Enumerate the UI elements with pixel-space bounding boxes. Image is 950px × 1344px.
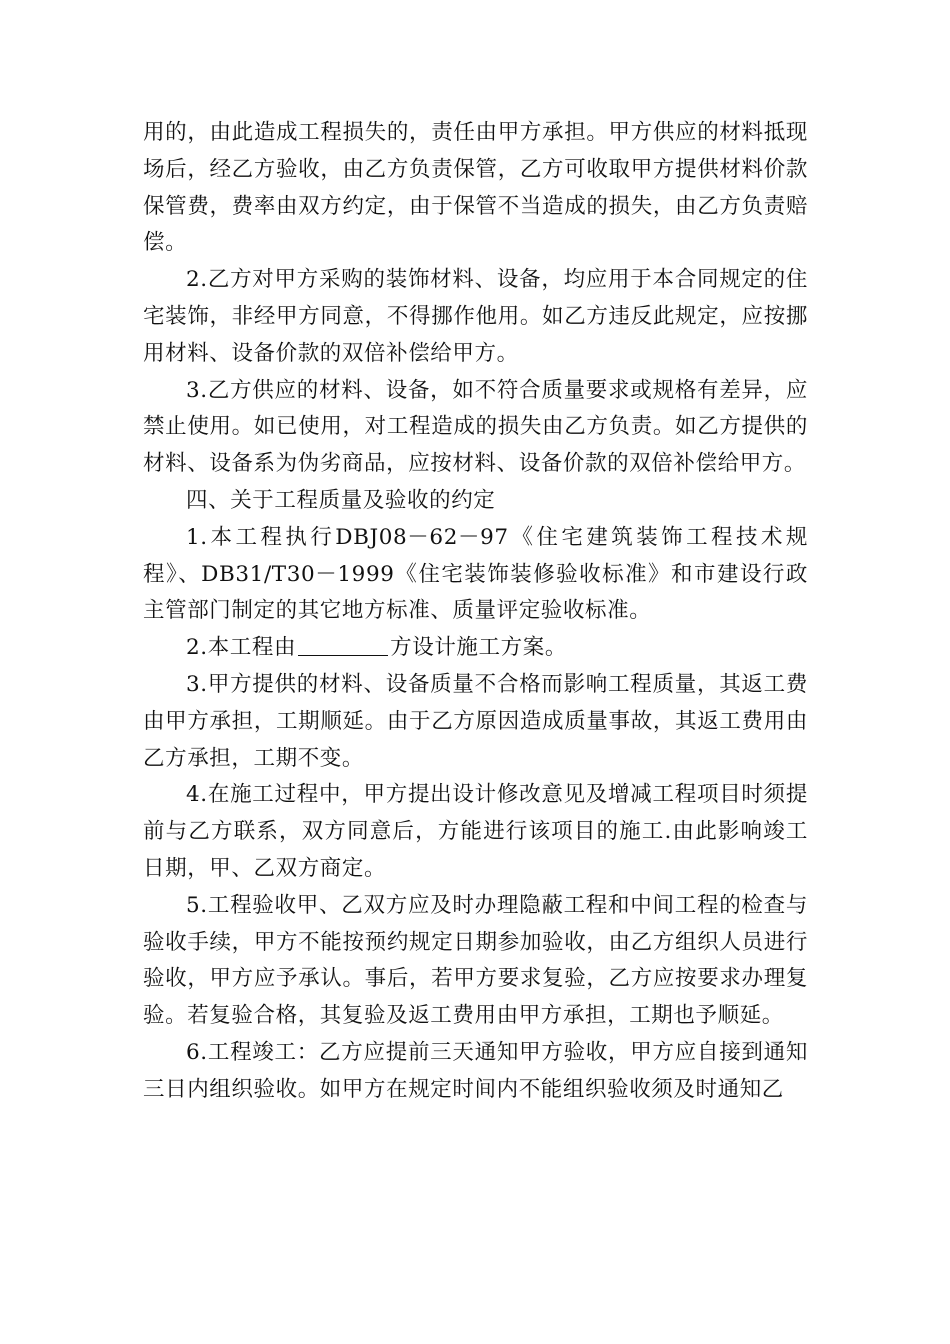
paragraph-continued: 用的，由此造成工程损失的，责任由甲方承担。甲方供应的材料抵现场后，经乙方验收，由乙方负责保管，乙方可收取甲方提供材料价款保管费，费率由双方约定，由于保管不当造成的损失，由乙方负责赔偿。 — [143, 120, 808, 256]
s4-item-2-before: 2.本工程由 — [186, 635, 297, 661]
paragraph-item-2: 2.乙方对甲方采购的装饰材料、设备，均应用于本合同规定的住宅装饰，非经甲方同意，不得挪作他用。如乙方违反此规定，应按挪用材料、设备价款的双倍补偿给甲方。 — [143, 267, 808, 366]
paragraph-item-3: 3.乙方供应的材料、设备，如不符合质量要求或规格有差异，应禁止使用。如已使用，对工程造成的损失由乙方负责。如乙方提供的材料、设备系为伪劣商品，应按材料、设备价款的双倍补偿给甲方。 — [143, 377, 808, 477]
paragraph-s4-item-3: 3.甲方提供的材料、设备质量不合格而影响工程质量，其返工费由甲方承担，工期顺延。由于乙方原因造成质量事故，其返工费用由乙方承担，工期不变。 — [143, 671, 808, 771]
paragraph-s4-item-5: 5.工程验收甲、乙双方应及时办理隐蔽工程和中间工程的检查与验收手续，甲方不能按预约规定日期参加验收，由乙方组织人员进行验收，甲方应予承认。事后，若甲方要求复验，乙方应按要求办理复验。若复验合格，其复验及返工费用由甲方承担，工期也予顺延。 — [143, 892, 808, 1029]
paragraph-s4-item-4: 4.在施工过程中，甲方提出设计修改意见及增减工程项目时须提前与乙方联系，双方同意后，方能进行该项目的施工.由此影响竣工日期，甲、乙双方商定。 — [143, 782, 808, 881]
s4-item-2-after: 方设计施工方案。 — [390, 635, 567, 661]
paragraph-s4-item-2 — [143, 630, 808, 667]
fill-in-blank — [298, 635, 388, 656]
paragraph-s4-item-6: 6.工程竣工：乙方应提前三天通知甲方验收，甲方应自接到通知三日内组织验收。如甲方在规定时间内不能组织验收须及时通知乙 — [143, 1039, 808, 1102]
section-heading-quality-acceptance: 四、关于工程质量及验收的约定 — [186, 487, 496, 513]
document-body — [143, 115, 808, 1109]
paragraph-s4-item-1: 1.本工程执行DBJ08－62－97《住宅建筑装饰工程技术规程》、DB31/T30－1999《住宅装饰装修验收标准》和市建设行政主管部门制定的其它地方标准、质量评定验收标准。 — [143, 524, 808, 624]
